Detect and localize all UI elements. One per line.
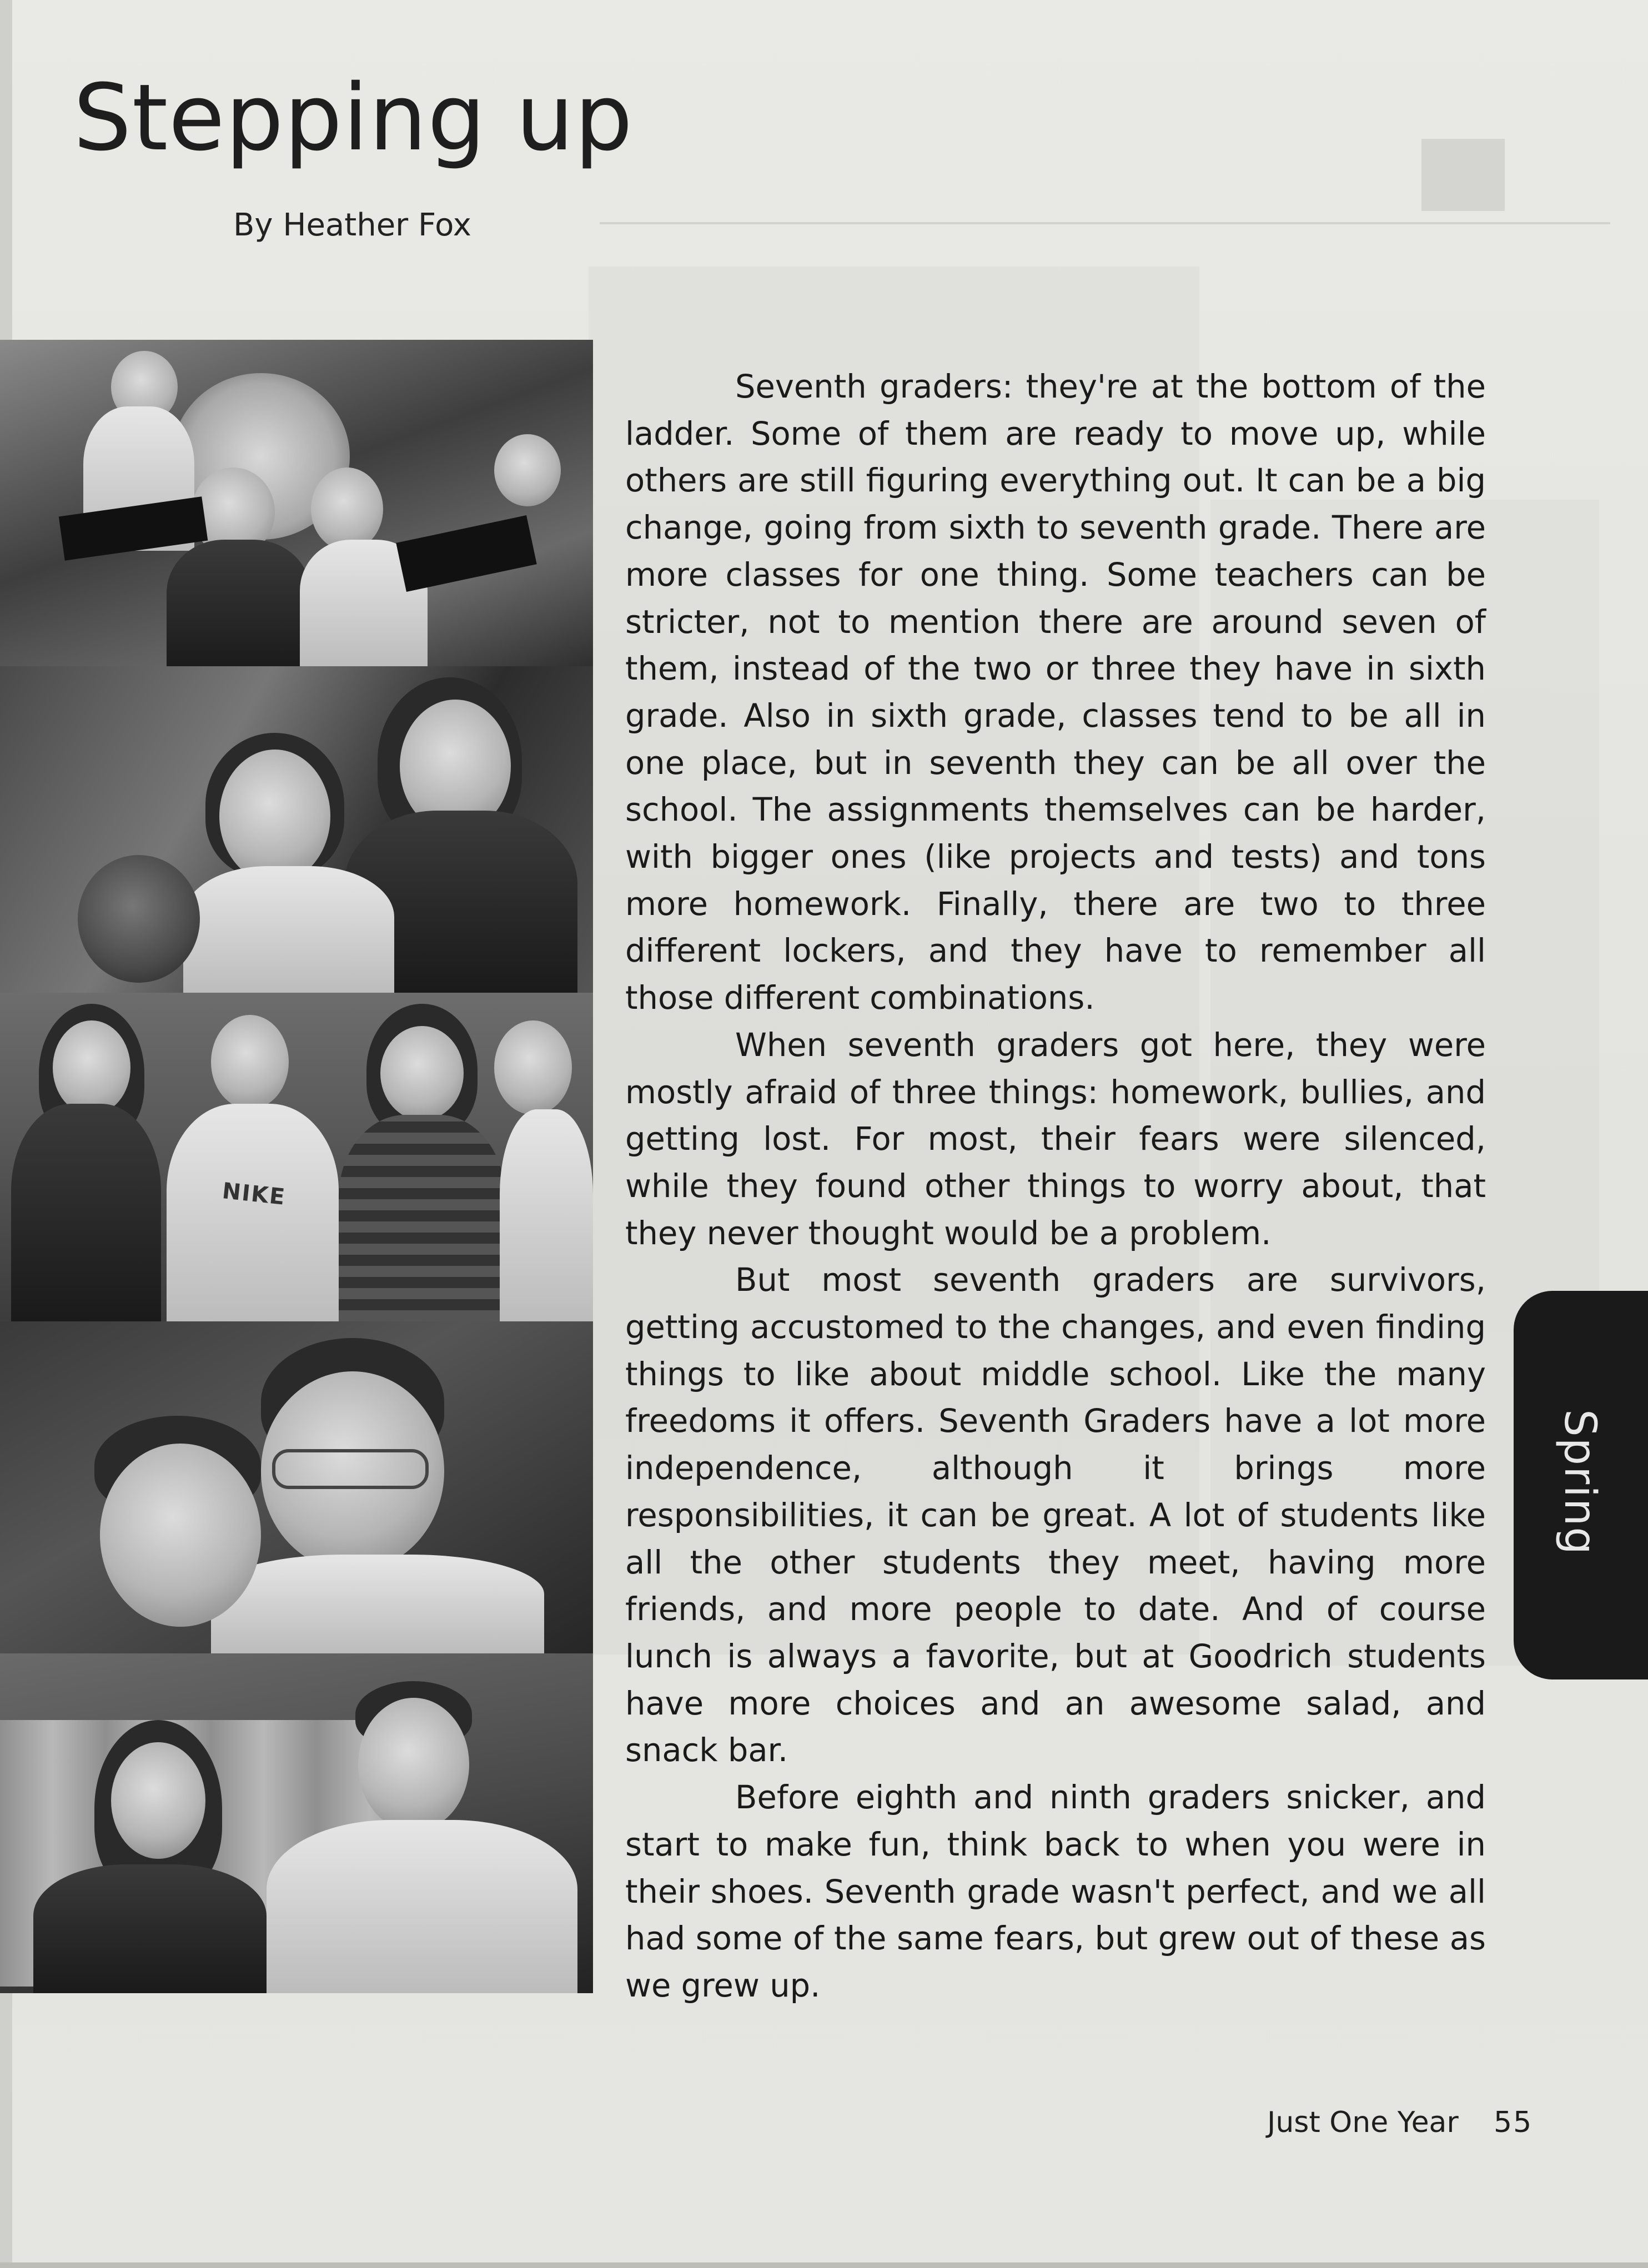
glasses-shape xyxy=(272,1449,429,1489)
shirt-shape xyxy=(167,540,311,666)
article-title: Stepping up xyxy=(73,64,634,171)
face-shape xyxy=(111,1742,205,1859)
face-shape xyxy=(380,1026,464,1120)
face-shape xyxy=(494,1020,572,1115)
photo-collage xyxy=(0,340,593,1993)
bleed-through-rule xyxy=(600,222,1610,224)
photo-four-girls xyxy=(0,993,593,1321)
photo-lockers xyxy=(0,1653,593,1993)
photo-two-boys xyxy=(0,1321,593,1653)
face-shape xyxy=(219,750,330,883)
photo-students-table xyxy=(0,666,593,993)
page-bottom-edge xyxy=(0,2262,1648,2268)
shirt-shape xyxy=(339,1115,505,1321)
face-shape xyxy=(494,434,561,506)
face-shape xyxy=(311,467,383,551)
shirt-shape xyxy=(11,1104,161,1321)
face-shape xyxy=(358,1698,469,1831)
footer-publication-title: Just One Year xyxy=(1267,2106,1459,2139)
shirt-logo-text: NIKE xyxy=(220,1178,287,1210)
article-body xyxy=(625,364,1486,2010)
shirt-shape xyxy=(267,1820,577,1993)
shirt-shape xyxy=(211,1555,544,1653)
section-tab-label-wrap xyxy=(1552,1394,1607,1571)
article-paragraph-2: When seventh graders got here, they were mostly afraid of three things: homework, bullies, and getting lost. For most, their fears were silenced, while they found other things to worry about, that they never thought would be a problem. xyxy=(625,1026,1486,1252)
music-stand-shape xyxy=(59,496,208,560)
music-stand-shape xyxy=(396,515,536,592)
article-paragraph-3: But most seventh graders are survivors, getting accustomed to the changes, and even finding things to like about middle school. Like the many freedoms it offers. Seventh Graders have a lot more independence, although it brings more responsibilities, it can be great. A lot of students like all the other students they meet, having more friends, and more people to date. And of course lunch is always a favorite, but at Goodrich students have more choices and an awesome salad, and snack bar. xyxy=(625,1261,1486,1769)
face-shape xyxy=(53,1020,130,1115)
shirt-shape xyxy=(183,866,394,993)
face-shape xyxy=(211,1015,289,1109)
shirt-shape xyxy=(500,1109,593,1321)
footer-page-number: 55 xyxy=(1494,2106,1533,2139)
article-byline: By Heather Fox xyxy=(233,207,471,243)
photo-band-class xyxy=(0,340,593,666)
article-paragraph-1: Seventh graders: they're at the bottom of the ladder. Some of them are ready to move up, while others are still figuring everything out. It can be a big change, going from sixth to seventh grade. There are more classes for one thing. Some teachers can be stricter, not to mention there are around seven of them, instead of the two or three they have in sixth grade. Also in sixth grade, classes tend to be all in one place, but in seventh they can be all over the school. The assignments themselves can be harder, with bigger ones (like projects and tests) and tons more homework. Finally, there are two to three different lockers, and they have to remember all those different combinations. xyxy=(625,368,1486,1017)
face-shape xyxy=(78,855,200,983)
section-tab-label: Spring xyxy=(1555,1409,1605,1556)
shirt-shape xyxy=(167,1104,339,1321)
face-shape xyxy=(100,1444,261,1627)
bleed-through-bar xyxy=(1421,139,1505,211)
article-paragraph-4: Before eighth and ninth graders snicker, and start to make fun, think back to when you were in their shoes. Seventh grade wasn't perfect, and we all had some of the same fears, but grew out of these as we grew up. xyxy=(625,1779,1486,2004)
shirt-shape xyxy=(33,1864,267,1993)
